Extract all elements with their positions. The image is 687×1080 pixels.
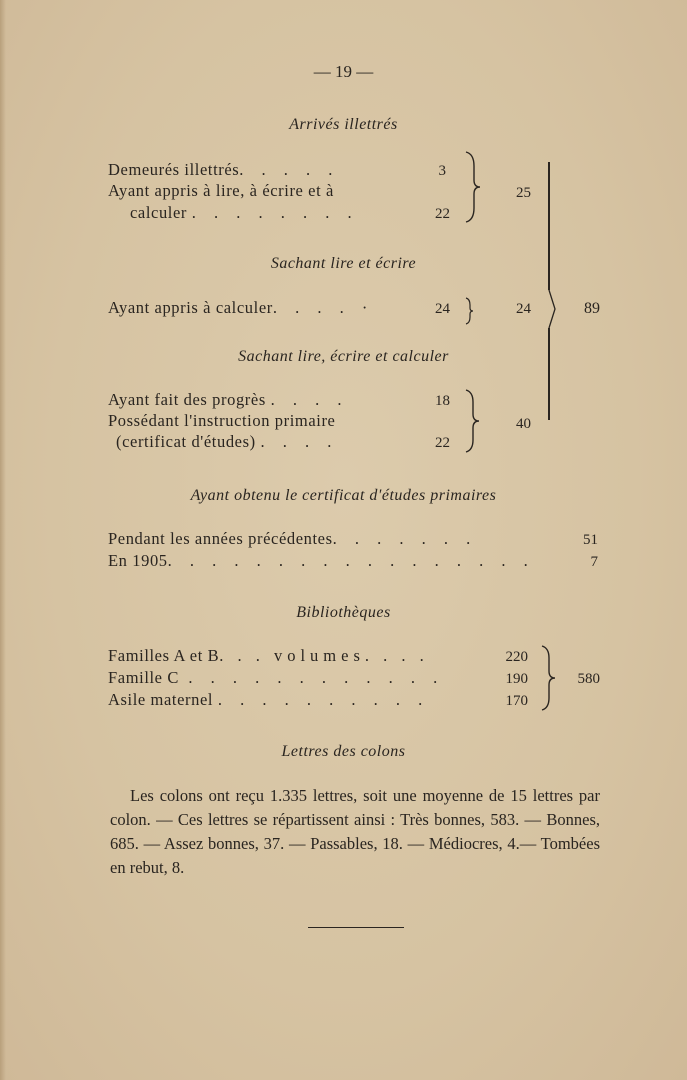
row-annees-precedentes: Pendant les années précédentes. . . . . . . — [108, 529, 478, 548]
brace-sachant-calculer — [462, 388, 484, 454]
row-asile-maternel: Asile maternel . . . . . . . . . . — [108, 690, 430, 709]
page-edge-shadow — [0, 0, 6, 1080]
subtotal-arrives: 25 — [516, 185, 531, 201]
row-possedant-instruction: Possédant l'instruction primaire — [108, 411, 336, 430]
value-calculer: 22 — [435, 206, 450, 222]
heading-bibliotheques: Bibliothèques — [296, 604, 391, 621]
value-ayant-appris-calculer: 24 — [435, 301, 450, 317]
brace-sachant-lire — [462, 296, 476, 326]
lettres-paragraph: Les colons ont reçu 1.335 lettres, soit une moyenne de 15 lettres par colon. — Ces lettres se répartissent ainsi : Très bonnes, 583. — Bonnes, 685. — Assez bonnes, 37. — Passables, 18. — Médiocres, 4.— Tombées en rebut, 8. — [110, 786, 600, 877]
row-certificat-etudes: (certificat d'études) . . . . — [116, 432, 339, 451]
brace-bibliotheques — [538, 644, 560, 712]
value-asile-maternel: 170 — [505, 693, 528, 709]
heading-sachant-calculer: Sachant lire, écrire et calculer — [238, 348, 449, 365]
row-en-1905: En 1905. . . . . . . . . . . . . . . . . — [108, 551, 535, 570]
subtotal-sachant-calculer: 40 — [516, 416, 531, 432]
row-famille-c: Famille C . . . . . . . . . . . . — [108, 668, 445, 687]
page-number: — 19 — — [313, 62, 374, 81]
row-calculer: calculer . . . . . . . . — [130, 203, 359, 222]
heading-certificat: Ayant obtenu le certificat d'études primaires — [190, 487, 497, 504]
heading-sachant-lire: Sachant lire et écrire — [270, 255, 417, 272]
end-rule — [308, 927, 404, 928]
value-en-1905: 7 — [590, 554, 598, 570]
heading-arrives-illettres: Arrivés illettrés — [289, 116, 398, 133]
heading-lettres: Lettres des colons — [281, 743, 406, 760]
value-famille-c: 190 — [505, 671, 528, 687]
value-demeures-illettres: 3 — [438, 163, 446, 179]
value-ayant-fait-progres: 18 — [435, 393, 450, 409]
value-familles-a-b: 220 — [505, 649, 528, 665]
row-ayant-appris-calculer: Ayant appris à calculer. . . . · — [108, 298, 375, 317]
row-ayant-fait-progres: Ayant fait des progrès . . . . — [108, 390, 349, 409]
row-familles-a-b: Familles A et B. . . volumes. . . . — [108, 646, 429, 665]
total-bracket-lower — [548, 328, 550, 420]
row-demeures-illettres: Demeurés illettrés. . . . . — [108, 160, 340, 179]
subtotal-sachant-lire: 24 — [516, 301, 531, 317]
value-certificat-etudes: 22 — [435, 435, 450, 451]
total-bracket-point — [545, 288, 559, 330]
row-ayant-appris-lire: Ayant appris à lire, à écrire et à — [108, 181, 334, 200]
brace-arrives — [462, 150, 484, 224]
total-bibliotheques: 580 — [577, 671, 600, 687]
value-annees-precedentes: 51 — [583, 532, 598, 548]
grand-total: 89 — [584, 300, 600, 317]
